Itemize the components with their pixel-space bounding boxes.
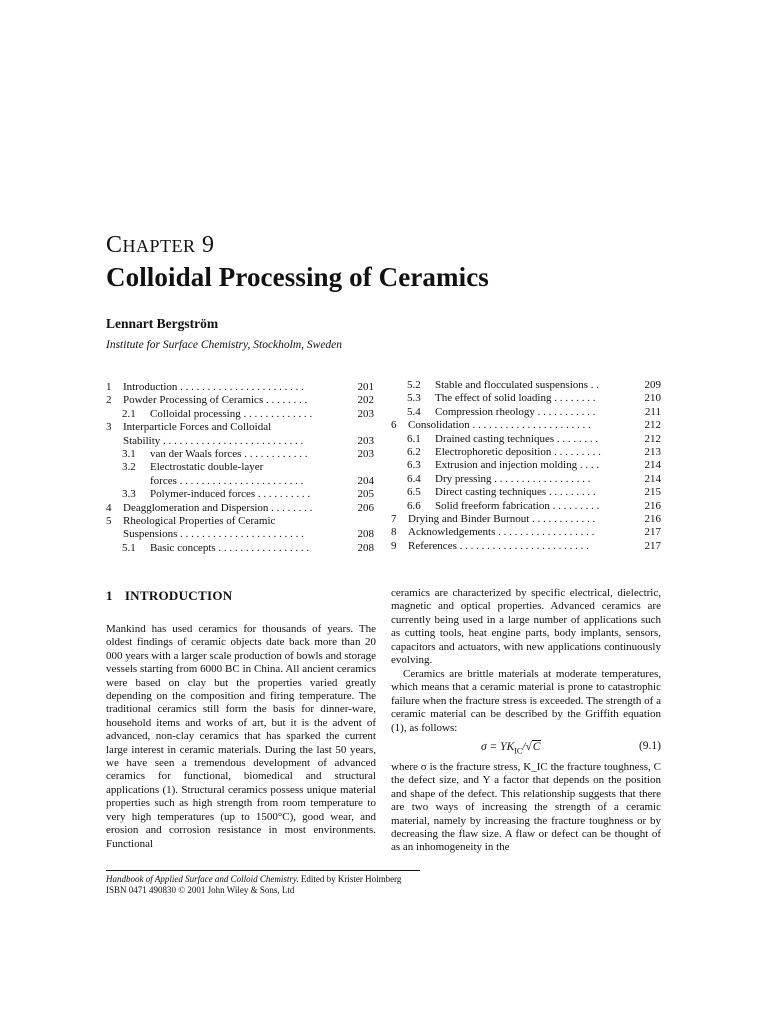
toc-entry xyxy=(106,488,374,501)
toc-entry xyxy=(106,394,374,407)
toc-entry-title: Acknowledgements . . . . . . . . . . . . . . . . . . xyxy=(408,526,595,539)
toc-entry-number: 3.1 xyxy=(122,447,136,460)
toc-entry xyxy=(106,448,374,461)
toc-entry-number: 6.5 xyxy=(407,486,421,499)
toc-entry-page: 203 xyxy=(357,407,374,420)
equation-subscript: IC xyxy=(514,746,523,756)
toc-entry-page: 201 xyxy=(357,381,374,393)
toc-entry-number: 8 xyxy=(391,526,397,539)
body-paragraph-left: Mankind has used ceramics for thousands of years. The oldest findings of ceramic objects date back more than 20 000 years with a larger scale production of bowls and storage vessels starting from 6000 BC in China. All ancient ceramics were based on clay but the properties varied greatly depending on the composition and firing temperature. The traditional ceramics still form the basis for dinner-ware, household items and works of art, but it is the advent of advanced, non-clay ceramics that has sparked the current large interest in ceramic materials. During the last 50 years, we have seen a tremendous development of advanced ceramics for functional, biomedical and structural applications (1). Structural ceramics possess unique material properties such as high strength from room temperature to very high temperatures (up to 1500°C), good wear, and erosion and corrosion resistance in most environments. Functional xyxy=(106,623,376,850)
toc-entry-page: 212 xyxy=(644,419,661,432)
toc-entry-page: 202 xyxy=(357,394,374,407)
toc-entry xyxy=(391,513,661,526)
toc-entry-page: 206 xyxy=(357,501,374,514)
toc-entry-title: References . . . . . . . . . . . . . . . . . . . . . . . . xyxy=(408,539,589,552)
toc-entry-number: 3 xyxy=(106,421,112,434)
toc-entry xyxy=(391,459,661,472)
toc-entry-number: 6.1 xyxy=(407,432,421,445)
toc-entry xyxy=(391,392,661,405)
toc-entry xyxy=(106,542,374,555)
toc-entry-page: 217 xyxy=(644,526,661,539)
toc-entry-title: Electrostatic double-layer xyxy=(150,461,264,474)
toc-entry-page: 210 xyxy=(644,392,661,405)
toc-entry xyxy=(391,473,661,486)
toc-entry-number: 3.2 xyxy=(122,461,136,474)
toc-entry-page: 215 xyxy=(644,486,661,499)
body-paragraph-right-2 xyxy=(391,668,661,735)
toc-left-column xyxy=(106,381,374,555)
publication-footer xyxy=(106,874,401,896)
toc-entry xyxy=(391,379,661,392)
toc-entry-title: Stable and flocculated suspensions . . xyxy=(435,379,600,391)
toc-entry xyxy=(391,526,661,539)
toc-entry xyxy=(106,421,374,434)
toc-entry-title: Interparticle Forces and Colloidal xyxy=(123,421,272,434)
toc-entry xyxy=(106,381,374,394)
equation-body xyxy=(481,740,541,755)
toc-entry-number: 5 xyxy=(106,514,112,527)
author-affiliation: Institute for Surface Chemistry, Stockholm, Sweden xyxy=(106,339,343,351)
footer-book-title: Handbook of Applied Surface and Colloid Chemistry. xyxy=(106,874,299,884)
toc-entry-page: 213 xyxy=(644,445,661,458)
chapter-number: 9 xyxy=(202,232,215,258)
toc-entry xyxy=(391,419,661,432)
toc-entry-page: 214 xyxy=(644,459,661,472)
griffith-equation xyxy=(391,740,661,756)
toc-entry xyxy=(106,435,374,448)
toc-entry-page: 203 xyxy=(357,447,374,460)
toc-entry-title: Suspensions . . . . . . . . . . . . . . . . . . . . . . . xyxy=(123,528,304,541)
toc-entry-title: Powder Processing of Ceramics . . . . . . . . xyxy=(123,394,308,407)
toc-entry-title: Drained casting techniques . . . . . . . . xyxy=(435,432,599,445)
toc-entry xyxy=(106,475,374,488)
toc-entry-title: Direct casting techniques . . . . . . . . . xyxy=(435,486,596,499)
toc-entry-title: Electrophoretic deposition . . . . . . . . . xyxy=(435,445,601,458)
toc-entry-title: van der Waals forces . . . . . . . . . . . . xyxy=(150,447,308,460)
toc-entry xyxy=(106,528,374,541)
toc-entry-number: 9 xyxy=(391,539,397,552)
toc-right-column xyxy=(391,379,661,553)
toc-entry-title: Deagglomeration and Dispersion . . . . . . . . xyxy=(123,501,313,514)
footer-line-2: ISBN 0471 490830 © 2001 John Wiley & Sons, Ltd xyxy=(106,885,295,895)
toc-entry-number: 5.4 xyxy=(407,405,421,418)
toc-entry-page: 205 xyxy=(357,488,374,501)
toc-entry-number: 6.6 xyxy=(407,499,421,512)
toc-entry-number: 5.3 xyxy=(407,392,421,405)
toc-entry xyxy=(106,461,374,474)
toc-entry-number: 6.4 xyxy=(407,472,421,485)
toc-entry-title: Drying and Binder Burnout . . . . . . . . . . . . xyxy=(408,512,596,525)
toc-entry-title: forces . . . . . . . . . . . . . . . . . . . . . . . xyxy=(150,474,304,487)
toc-entry-page: 214 xyxy=(644,472,661,485)
toc-entry-title: Polymer-induced forces . . . . . . . . . . xyxy=(150,488,311,501)
toc-entry xyxy=(106,502,374,515)
toc-entry-number: 5.1 xyxy=(122,541,136,554)
toc-entry-title: Rheological Properties of Ceramic xyxy=(123,514,276,527)
toc-entry xyxy=(391,433,661,446)
toc-entry-number: 6 xyxy=(391,419,397,432)
toc-entry-title: Dry pressing . . . . . . . . . . . . . . . . . . xyxy=(435,472,591,485)
toc-entry-number: 6.2 xyxy=(407,445,421,458)
toc-entry xyxy=(391,446,661,459)
toc-entry-page: 212 xyxy=(644,432,661,445)
toc-entry xyxy=(391,500,661,513)
toc-entry-number: 6.3 xyxy=(407,459,421,472)
chapter-label-rest: HAPTER xyxy=(122,236,196,256)
equation-sqrt-arg: C xyxy=(532,741,541,753)
equation-slash: / xyxy=(522,741,526,753)
toc-entry-number: 2.1 xyxy=(122,407,136,420)
toc-entry-page: 216 xyxy=(644,512,661,525)
toc-entry-title: The effect of solid loading . . . . . . . . xyxy=(435,392,596,405)
toc-entry-page: 209 xyxy=(644,379,661,391)
toc-entry-page: 216 xyxy=(644,499,661,512)
toc-entry-page: 208 xyxy=(357,528,374,541)
toc-entry-title: Basic concepts . . . . . . . . . . . . . . . . . xyxy=(150,541,310,554)
toc-entry-page: 203 xyxy=(357,434,374,447)
toc-entry-page: 204 xyxy=(357,474,374,487)
toc-entry-page: 217 xyxy=(644,539,661,552)
toc-entry-title: Compression rheology . . . . . . . . . . . xyxy=(435,405,596,418)
toc-entry xyxy=(106,515,374,528)
toc-entry-title: Extrusion and injection molding . . . . xyxy=(435,459,600,472)
toc-entry xyxy=(391,540,661,553)
toc-entry-title: Consolidation . . . . . . . . . . . . . . . . . . . . . . xyxy=(408,419,591,432)
section-title: INTRODUCTION xyxy=(124,588,233,603)
toc-entry-page: 211 xyxy=(644,405,661,418)
toc-entry xyxy=(391,406,661,419)
section-number: 1 xyxy=(106,588,113,603)
toc-entry-number: 2 xyxy=(106,394,112,407)
chapter-label xyxy=(106,232,215,259)
toc-entry-title: Stability . . . . . . . . . . . . . . . . . . . . . . . . . . xyxy=(123,434,304,447)
toc-entry xyxy=(391,486,661,499)
body-paragraph-right-3: where σ is the fracture stress, K_IC the fracture toughness, C the defect size, and Y a factor that depends on the position and shape of the defect. This relationship suggests that there are two ways of increasing the strength of a ceramic material, namely by increasing the fracture toughness or by decreasing the flaw size. A flaw or defect can be thought of as an inhomogeneity in the xyxy=(391,761,661,854)
body-paragraph-right-1: ceramics are characterized by specific electrical, dielectric, magnetic and optical properties. Advanced ceramics are currently being used in a large number of applications such as cutting tools, heat engine parts, body implants, sensors, capacitors and actuators, with new applications continuously evolving. xyxy=(391,587,661,667)
section-heading xyxy=(106,588,232,604)
toc-entry-number: 4 xyxy=(106,501,112,514)
toc-entry-title: Solid freeform fabrication . . . . . . . . . xyxy=(435,499,600,512)
equation-number: (9.1) xyxy=(638,740,661,752)
chapter-label-initial: C xyxy=(106,232,123,258)
footer-line-1 xyxy=(106,874,401,885)
footer-rule xyxy=(106,870,420,871)
equation-lhs: σ = YK xyxy=(481,741,515,753)
toc-entry-title: Introduction . . . . . . . . . . . . . . . . . . . . . . . xyxy=(123,381,304,393)
toc-entry-number: 5.2 xyxy=(407,379,421,391)
toc-entry-number: 7 xyxy=(391,512,397,525)
toc-entry-page: 208 xyxy=(357,541,374,554)
toc-entry-title: Colloidal processing . . . . . . . . . . . . . xyxy=(150,407,313,420)
toc-entry-number: 3.3 xyxy=(122,488,136,501)
toc-entry xyxy=(106,408,374,421)
body-paragraph-right-2-text: Ceramics are brittle materials at moderate temperatures, which means that a ceramic material is prone to catastrophic failure when the fracture stress is exceeded. The strength of a ceramic material can be described by the Griffith equation (1), as follows: xyxy=(391,668,661,734)
footer-editor: Edited by Krister Holmberg xyxy=(298,874,402,884)
chapter-title: Colloidal Processing of Ceramics xyxy=(106,262,489,292)
sqrt-sign: √ xyxy=(525,741,532,753)
toc-entry-number: 1 xyxy=(106,381,112,393)
author-name: Lennart Bergström xyxy=(106,316,219,331)
